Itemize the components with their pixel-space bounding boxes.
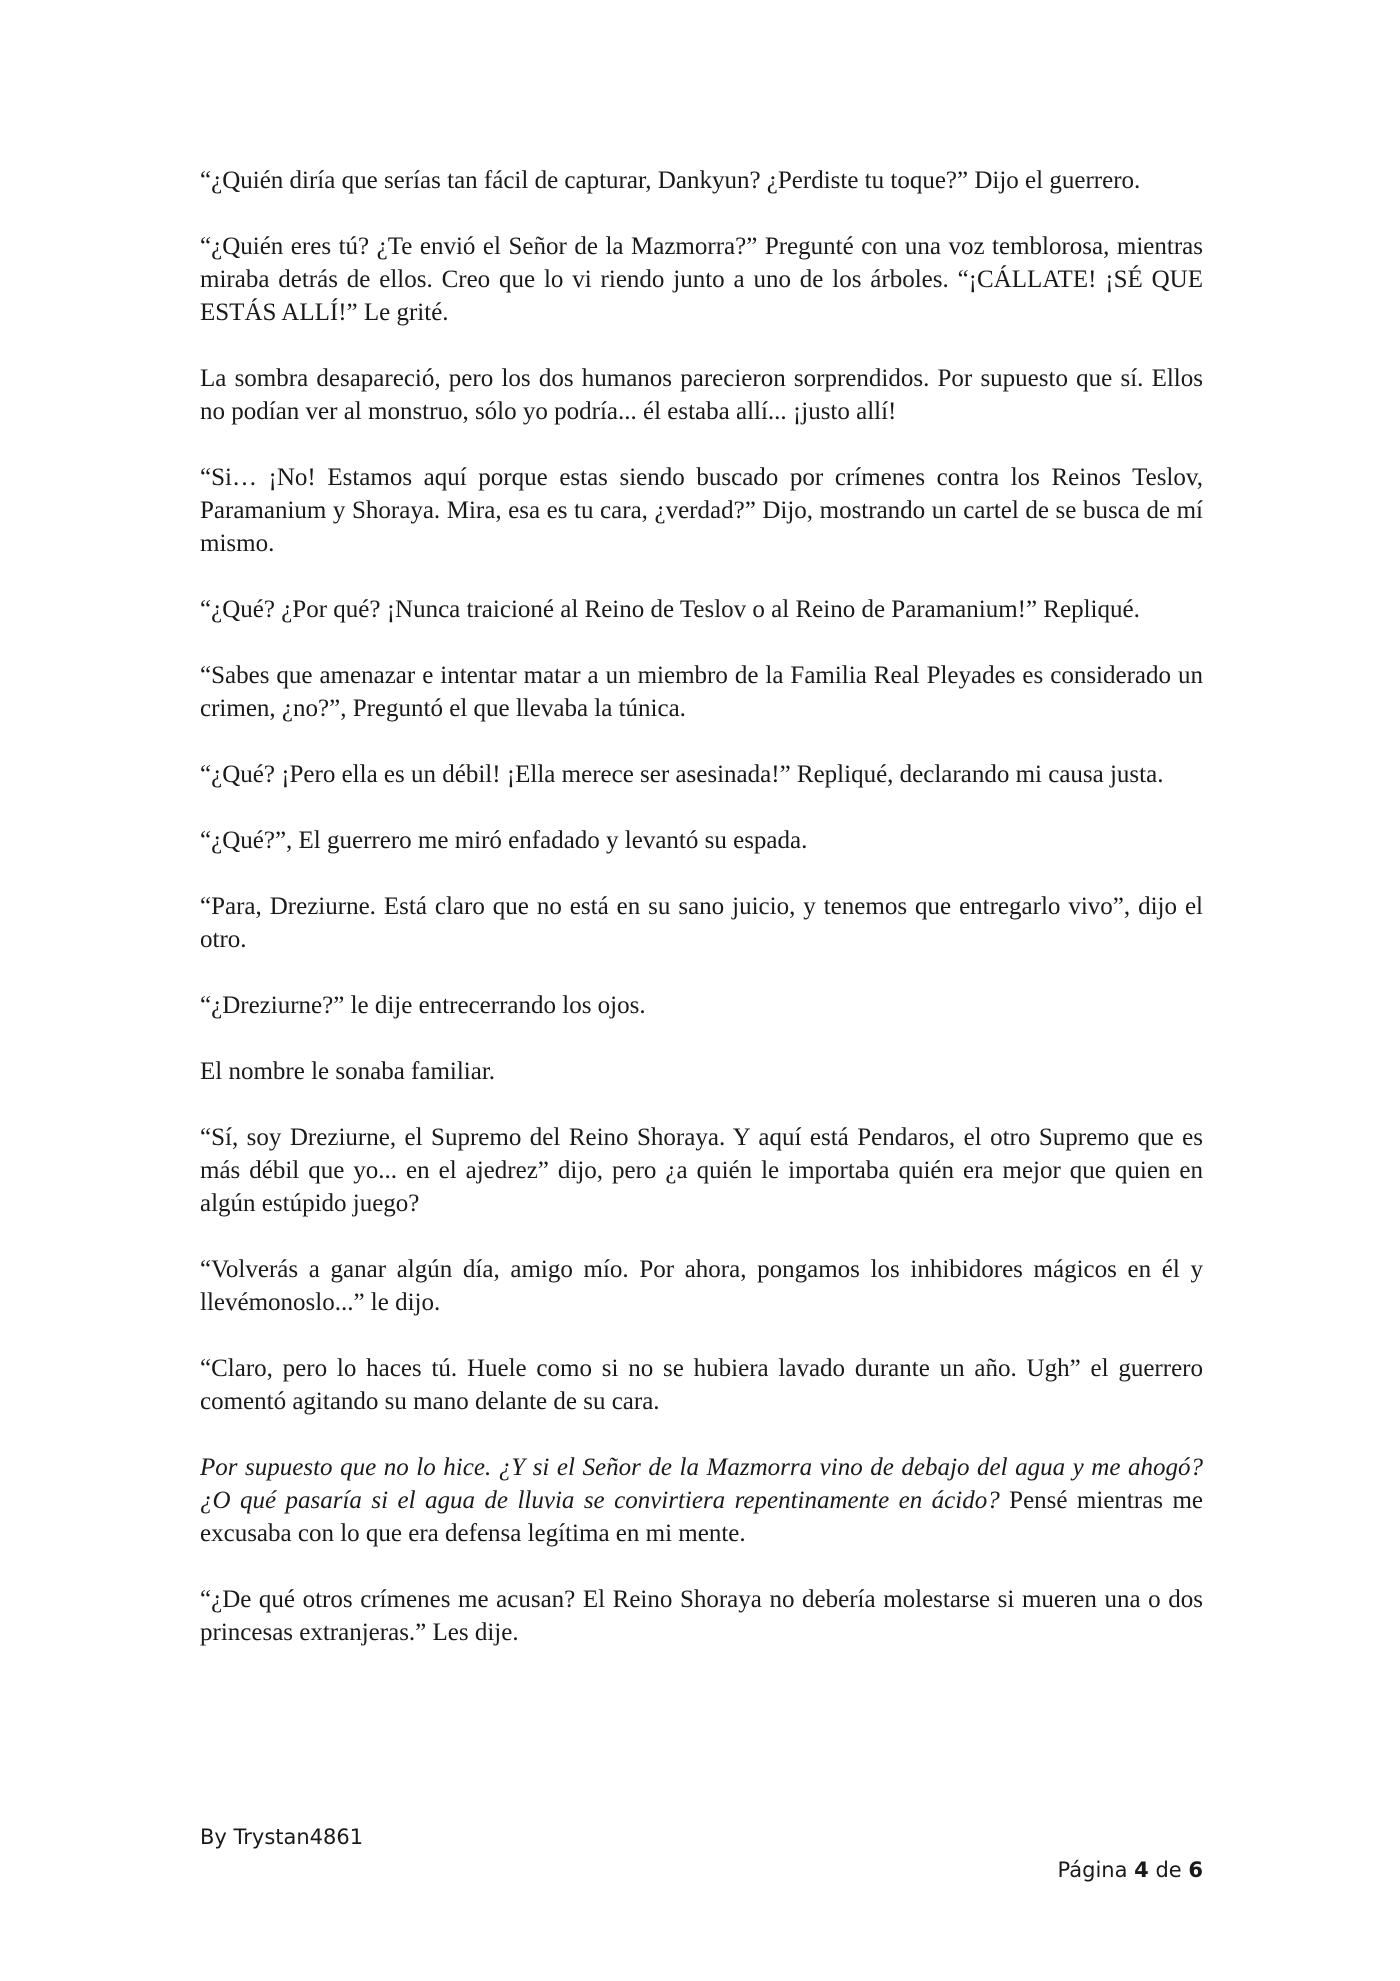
paragraph-11: El nombre le sonaba familiar. — [200, 1058, 496, 1085]
paragraph-5: “¿Qué? ¿Por qué? ¡Nunca traicioné al Reino de Teslov o al Reino de Paramanium!” Repliqué. — [200, 596, 1140, 623]
footer-author: By Trystan4861 — [200, 1825, 364, 1849]
paragraph-14: “Claro, pero lo haces tú. Huele como si no se hubiera lavado durante un año. Ugh” el guerrero comentó agitando su mano delante de su cara. — [200, 1355, 1203, 1415]
page-total: 6 — [1188, 1858, 1203, 1882]
document-body — [200, 164, 1203, 1649]
paragraph-13: “Volverás a ganar algún día, amigo mío. Por ahora, pongamos los inhibidores mágicos en él y llevémonoslo...” le dijo. — [200, 1256, 1203, 1316]
paragraph-3: La sombra desapareció, pero los dos humanos parecieron sorprendidos. Por supuesto que sí. Ellos no podían ver al monstruo, sólo yo podría... él estaba allí... ¡justo allí! — [200, 365, 1203, 425]
thought-narration-text: Pensé mientras me excusaba con lo que era defensa legítima en mi mente. — [200, 1487, 1203, 1547]
paragraph-9: “Para, Dreziurne. Está claro que no está en su sano juicio, y tenemos que entregarlo vivo”, dijo el otro. — [200, 893, 1203, 953]
paragraph-6: “Sabes que amenazar e intentar matar a un miembro de la Familia Real Pleyades es considerado un crimen, ¿no?”, Preguntó el que llevaba la túnica. — [200, 662, 1203, 722]
page-current: 4 — [1134, 1858, 1149, 1882]
paragraph-italic-thought — [200, 1451, 1203, 1550]
page-middle: de — [1148, 1858, 1189, 1882]
page-prefix: Página — [1057, 1858, 1135, 1882]
italic-thought-text: Por supuesto que no lo hice. ¿Y si el Señor de la Mazmorra vino de debajo del agua y me ahogó? ¿O qué pasaría si el agua de lluvia se convirtiera repentinamente en ácido? — [200, 1454, 1203, 1514]
paragraph-2: “¿Quién eres tú? ¿Te envió el Señor de la Mazmorra?” Pregunté con una voz temblorosa, mientras miraba detrás de ellos. Creo que lo vi riendo junto a uno de los árboles. “¡CÁLLATE! ¡SÉ QUE ESTÁS ALLÍ!” Le grité. — [200, 233, 1203, 326]
paragraph-12: “Sí, soy Dreziurne, el Supremo del Reino Shoraya. Y aquí está Pendaros, el otro Supremo que es más débil que yo... en el ajedrez” dijo, pero ¿a quién le importaba quién era mejor que quien en algún estúpido juego? — [200, 1124, 1203, 1217]
paragraph-8: “¿Qué?”, El guerrero me miró enfadado y levantó su espada. — [200, 827, 808, 854]
paragraph-7: “¿Qué? ¡Pero ella es un débil! ¡Ella merece ser asesinada!” Repliqué, declarando mi causa justa. — [200, 761, 1164, 788]
paragraph-10: “¿Dreziurne?” le dije entrecerrando los ojos. — [200, 992, 646, 1019]
paragraph-1: “¿Quién diría que serías tan fácil de capturar, Dankyun? ¿Perdiste tu toque?” Dijo el guerrero. — [200, 167, 1141, 194]
footer-page-number — [1058, 1856, 1203, 1884]
paragraph-final: “¿De qué otros crímenes me acusan? El Reino Shoraya no debería molestarse si mueren una o dos princesas extranjeras.” Les dije. — [200, 1586, 1203, 1646]
paragraph-4: “Si… ¡No! Estamos aquí porque estas siendo buscado por crímenes contra los Reinos Teslov, Paramanium y Shoraya. Mira, esa es tu cara, ¿verdad?” Dijo, mostrando un cartel de se busca de mí mismo. — [200, 464, 1203, 557]
